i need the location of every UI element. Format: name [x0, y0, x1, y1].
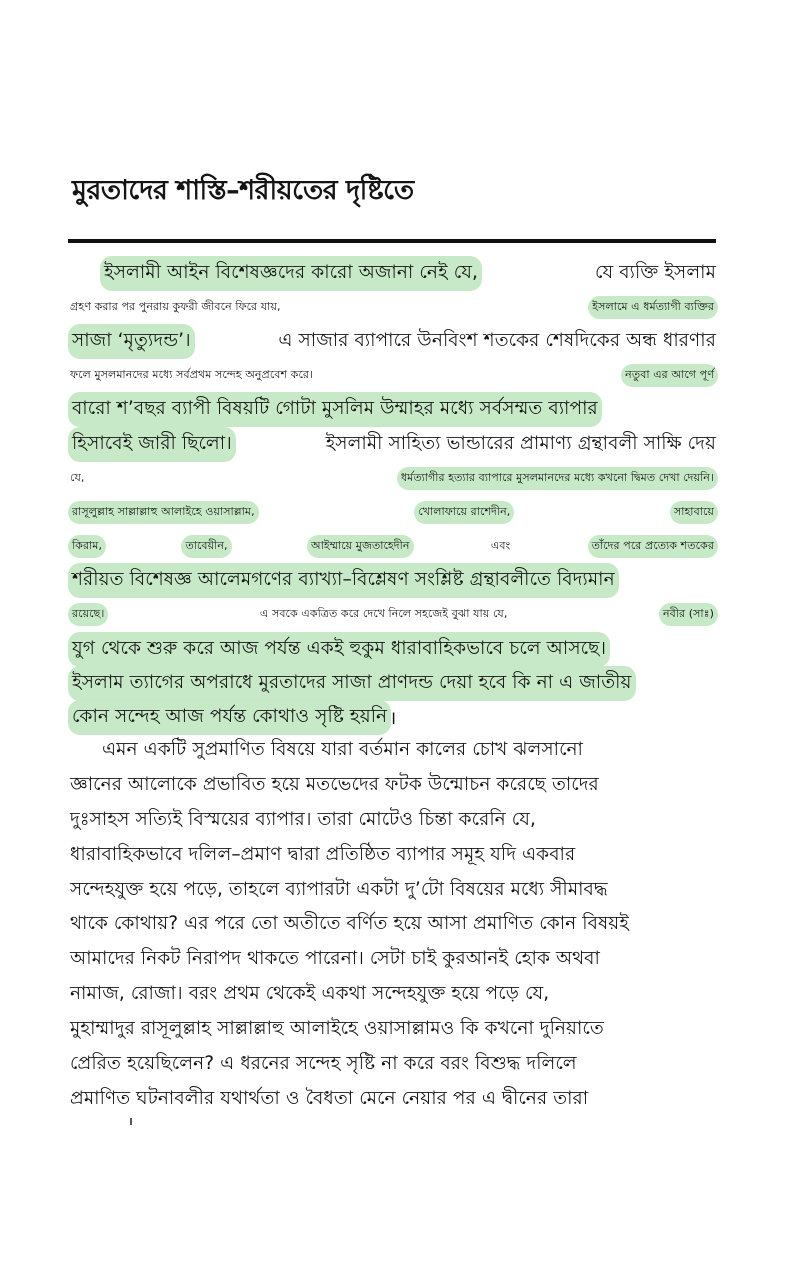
- text-segment: যে ব্যক্তি ইসলাম: [594, 261, 716, 283]
- text-line: [70, 256, 716, 290]
- text-segment: ইসলামী সাহিত্য ভান্ডারের প্রামাণ্য গ্রন্থাবলী সাক্ষি দেয়: [325, 432, 716, 454]
- text-line: [70, 1047, 716, 1082]
- text-segment: ।: [389, 708, 397, 730]
- text-segment: এ সাজার ব্যাপারে উনবিংশ শতকের শেষদিকের অন্ধ ধারণার: [278, 329, 716, 351]
- print-speck: [130, 1118, 132, 1125]
- highlighted-phrase: কিরাম,: [68, 535, 106, 558]
- text-line: [70, 427, 716, 461]
- highlighted-phrase: নতুবা এর আগে পূর্ণ: [621, 364, 718, 387]
- text-line: [70, 803, 716, 838]
- highlighted-phrase: ইসলাম ত্যাগের অপরাধে মুরতাদের সাজা প্রাণদন্ড দেয়া হবে কি না এ জাতীয়: [68, 666, 636, 701]
- highlighted-phrase: ধর্মত্যাগীর হত্যার ব্যাপারে মুসলমানদের মধ্যে কখনো দ্বিমত দেখা দেয়নি।: [397, 467, 718, 490]
- highlighted-phrase: ইসলামী আইন বিশেষজ্ঞদের কারো অজানা নেই যে,: [100, 256, 482, 291]
- text-line: [70, 942, 716, 977]
- text-segment: নামাজ, রোজা। বরং প্রথম থেকেই একথা সন্দেহযুক্ত হয়ে পড়ে যে,: [70, 983, 550, 1005]
- highlighted-phrase: তাবেয়ীন,: [181, 535, 231, 558]
- highlighted-phrase: সাহাবায়ে: [670, 501, 718, 524]
- text-segment: এমন একটি সুপ্রমাণিত বিষয়ে যারা বর্তমান কালের চোখ ঝলসানো: [102, 738, 584, 760]
- text-segment: ফলে মুসলমানদের মধ্যে সর্বপ্রথম সন্দেহ অনুপ্রবেশ করে।: [70, 368, 314, 382]
- text-line: [70, 838, 716, 873]
- text-line: [70, 598, 716, 632]
- highlighted-phrase: কোন সন্দেহ আজ পর্যন্ত কোথাও সৃষ্টি হয়নি: [68, 700, 391, 735]
- text-segment: দুঃসাহস সত্যিই বিস্ময়ের ব্যাপার। তারা মোটেও চিন্তা করেনি যে,: [70, 808, 537, 830]
- highlighted-phrase: খোলাফায়ে রাশেদীন,: [414, 501, 514, 524]
- text-line: [70, 768, 716, 803]
- text-line: [70, 530, 716, 564]
- text-line: [70, 564, 716, 598]
- text-line: [70, 907, 716, 942]
- highlighted-phrase: ইসলামে এ ধর্মত্যাগী ব্যক্তির: [588, 296, 718, 319]
- text-segment: জ্ঞানের আলোকে প্রভাবিত হয়ে মতভেদের ফটক উন্মোচন করেছে তাদের: [70, 773, 599, 795]
- text-line: [70, 495, 716, 529]
- text-segment: ধারাবাহিকভাবে দলিল–প্রমাণ দ্বারা প্রতিষ্ঠিত ব্যাপার সমূহ যদি একবার: [70, 843, 576, 865]
- text-line: [70, 1012, 716, 1047]
- highlighted-phrase: বারো শ’বছর ব্যাপী বিষয়টি গোটা মুসলিম উম্মাহর মধ্যে সর্বসম্মত ব্যাপার: [68, 392, 602, 427]
- paragraph-2: [70, 733, 716, 1117]
- text-line: [70, 290, 716, 324]
- highlighted-phrase: রাসূলুল্লাহ সাল্লাল্লাহু আলাইহে ওয়াসাল্লাম,: [68, 501, 259, 524]
- highlighted-phrase: তাঁদের পরে প্রত্যেক শতকের: [588, 535, 718, 558]
- heading-rule: [68, 239, 716, 243]
- text-segment: আমাদের নিকট নিরাপদ থাকতে পারেনা। সেটা চাই কুরআনই হোক অথবা: [70, 948, 600, 970]
- text-segment: মুহাম্মাদুর রাসূলুল্লাহ সাল্লাল্লাহু আলাইহে ওয়াসাল্লামও কি কখনো দুনিয়াতে: [70, 1018, 604, 1040]
- text-segment: গ্রহণ করার পর পুনরায় কুফরী জীবনে ফিরে যায়,: [70, 299, 281, 313]
- text-segment: সন্দেহযুক্ত হয়ে পড়ে, তাহলে ব্যাপারটা একটা দু’টো বিষয়ের মধ্যে সীমাবদ্ধ: [70, 878, 608, 900]
- text-line: [70, 393, 716, 427]
- highlighted-phrase: রয়েছে।: [68, 603, 108, 626]
- text-line: [70, 461, 716, 495]
- text-line: [70, 324, 716, 358]
- highlighted-phrase: শরীয়ত বিশেষজ্ঞ আলেমগণের ব্যাখ্যা–বিশ্লেষণ সংশ্লিষ্ট গ্রন্থাবলীতে বিদ্যমান: [68, 563, 619, 598]
- highlighted-phrase: যুগ থেকে শুরু করে আজ পর্যন্ত একই হুকুম ধারাবাহিকভাবে চলে আসছে।: [68, 632, 610, 667]
- highlighted-phrase: সাজা ‘মৃত্যুদন্ড’।: [68, 324, 195, 359]
- text-line: [70, 700, 716, 734]
- highlighted-phrase: হিসাবেই জারী ছিলো।: [68, 427, 236, 462]
- highlighted-phrase: নবীর (সাঃ): [659, 603, 718, 626]
- text-segment: এবং: [490, 539, 511, 553]
- text-segment: প্রমাণিত ঘটনাবলীর যথার্থতা ও বৈধতা মেনে নেয়ার পর এ দ্বীনের তারা: [70, 1087, 589, 1109]
- paragraph-1: [70, 256, 716, 735]
- text-segment: এ সবকে একত্রিত করে দেখে নিলে সহজেই বুঝা যায় যে,: [259, 607, 508, 621]
- highlighted-phrase: আইম্মায়ে মুজতাহেদীন: [307, 535, 414, 558]
- text-line: [70, 359, 716, 393]
- text-line: [70, 733, 716, 768]
- text-line: [70, 666, 716, 700]
- text-line: [70, 1082, 716, 1117]
- text-segment: যে,: [70, 470, 85, 484]
- chapter-heading: মুরতাদের শাস্তি–শরীয়তের দৃষ্টিতে: [72, 175, 414, 206]
- text-line: [70, 977, 716, 1012]
- text-segment: থাকে কোথায়? এর পরে তো অতীতে বর্ণিত হয়ে আসা প্রমাণিত কোন বিষয়ই: [70, 913, 630, 935]
- text-line: [70, 632, 716, 666]
- text-line: [70, 873, 716, 908]
- text-segment: প্রেরিত হয়েছিলেন? এ ধরনের সন্দেহ সৃষ্টি না করে বরং বিশুদ্ধ দলিলে: [70, 1052, 577, 1074]
